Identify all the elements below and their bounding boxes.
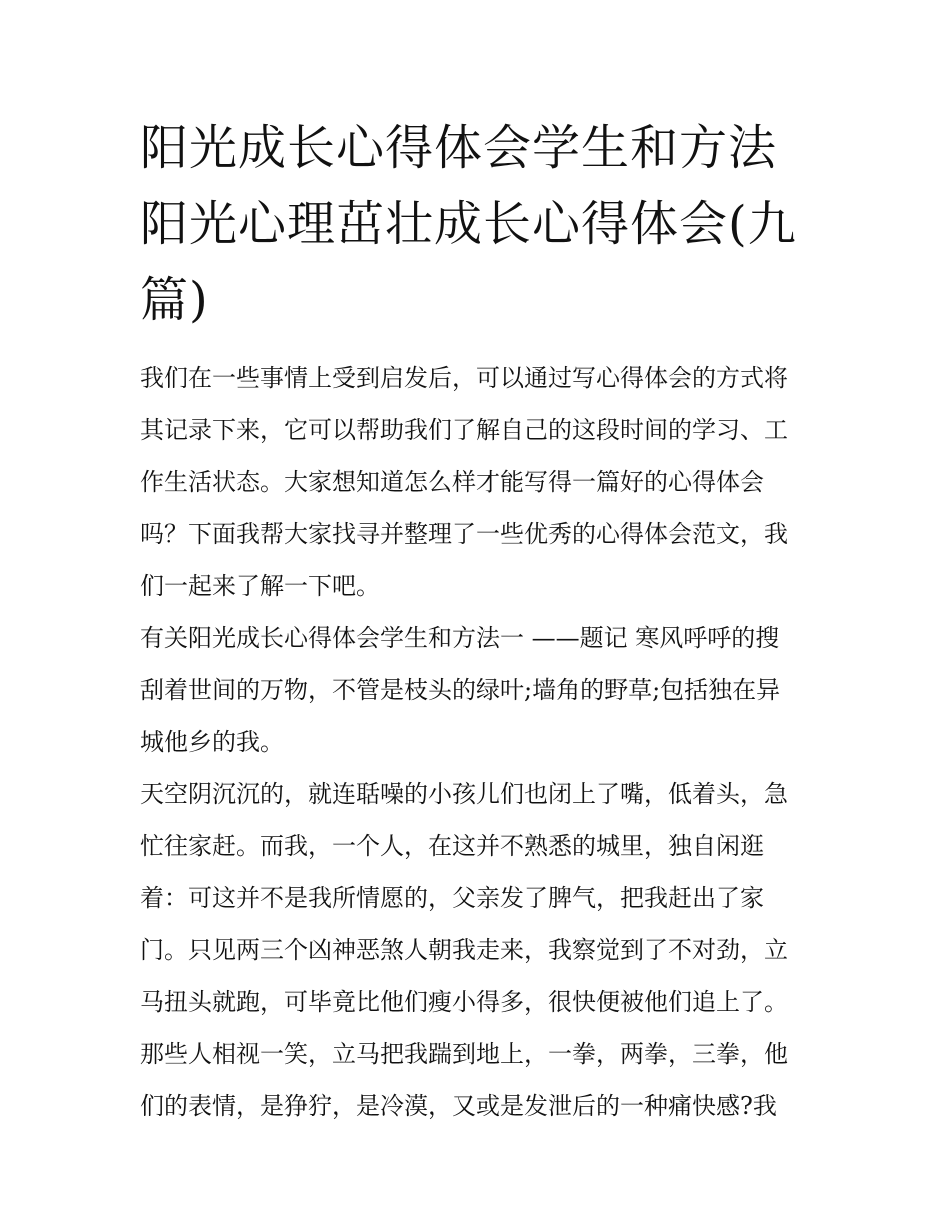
text-line: 作生活状态。大家想知道怎么样才能写得一篇好的心得体会 [140,468,764,496]
title-line: 阳光心理茁壮成长心得体会(九 [140,196,797,252]
text-line: 我们在一些事情上受到启发后，可以通过写心得体会的方式将 [140,364,788,392]
title-line: 篇) [140,272,209,328]
text-line: 们一起来了解一下吧。 [140,572,380,600]
text-line: 门。只见两三个凶神恶煞人朝我走来，我察觉到了不对劲，立 [140,936,788,964]
text-line: 天空阴沉沉的，就连聒噪的小孩儿们也闭上了嘴，低着头，急 [140,780,788,808]
text-line: 有关阳光成长心得体会学生和方法一 ——题记 寒风呼呼的搜 [140,624,780,652]
section-paragraph [140,612,812,768]
text-line: 其记录下来，它可以帮助我们了解自己的这段时间的学习、工 [140,416,788,444]
text-line: 刮着世间的万物，不管是枝头的绿叶;墙角的野草;包括独在异 [140,676,781,704]
text-line: 马扭头就跑，可毕竟比他们瘦小得多，很快便被他们追上了。 [140,988,788,1016]
title-line: 阳光成长心得体会学生和方法 [140,120,778,176]
text-line: 城他乡的我。 [140,728,284,756]
intro-paragraph [140,352,812,612]
body-paragraph [140,768,812,1132]
text-line: 们的表情，是狰狞，是冷漠，又或是发泄后的一种痛快感?我 [140,1092,777,1120]
text-line: 着：可这并不是我所情愿的，父亲发了脾气，把我赶出了家 [140,884,764,912]
document-title [140,110,812,338]
text-line: 那些人相视一笑，立马把我踹到地上，一拳，两拳，三拳，他 [140,1040,788,1068]
document-page [140,110,812,1132]
text-line: 忙往家赶。而我，一个人，在这并不熟悉的城里，独自闲逛 [140,832,764,860]
text-line: 吗？下面我帮大家找寻并整理了一些优秀的心得体会范文，我 [140,520,788,548]
